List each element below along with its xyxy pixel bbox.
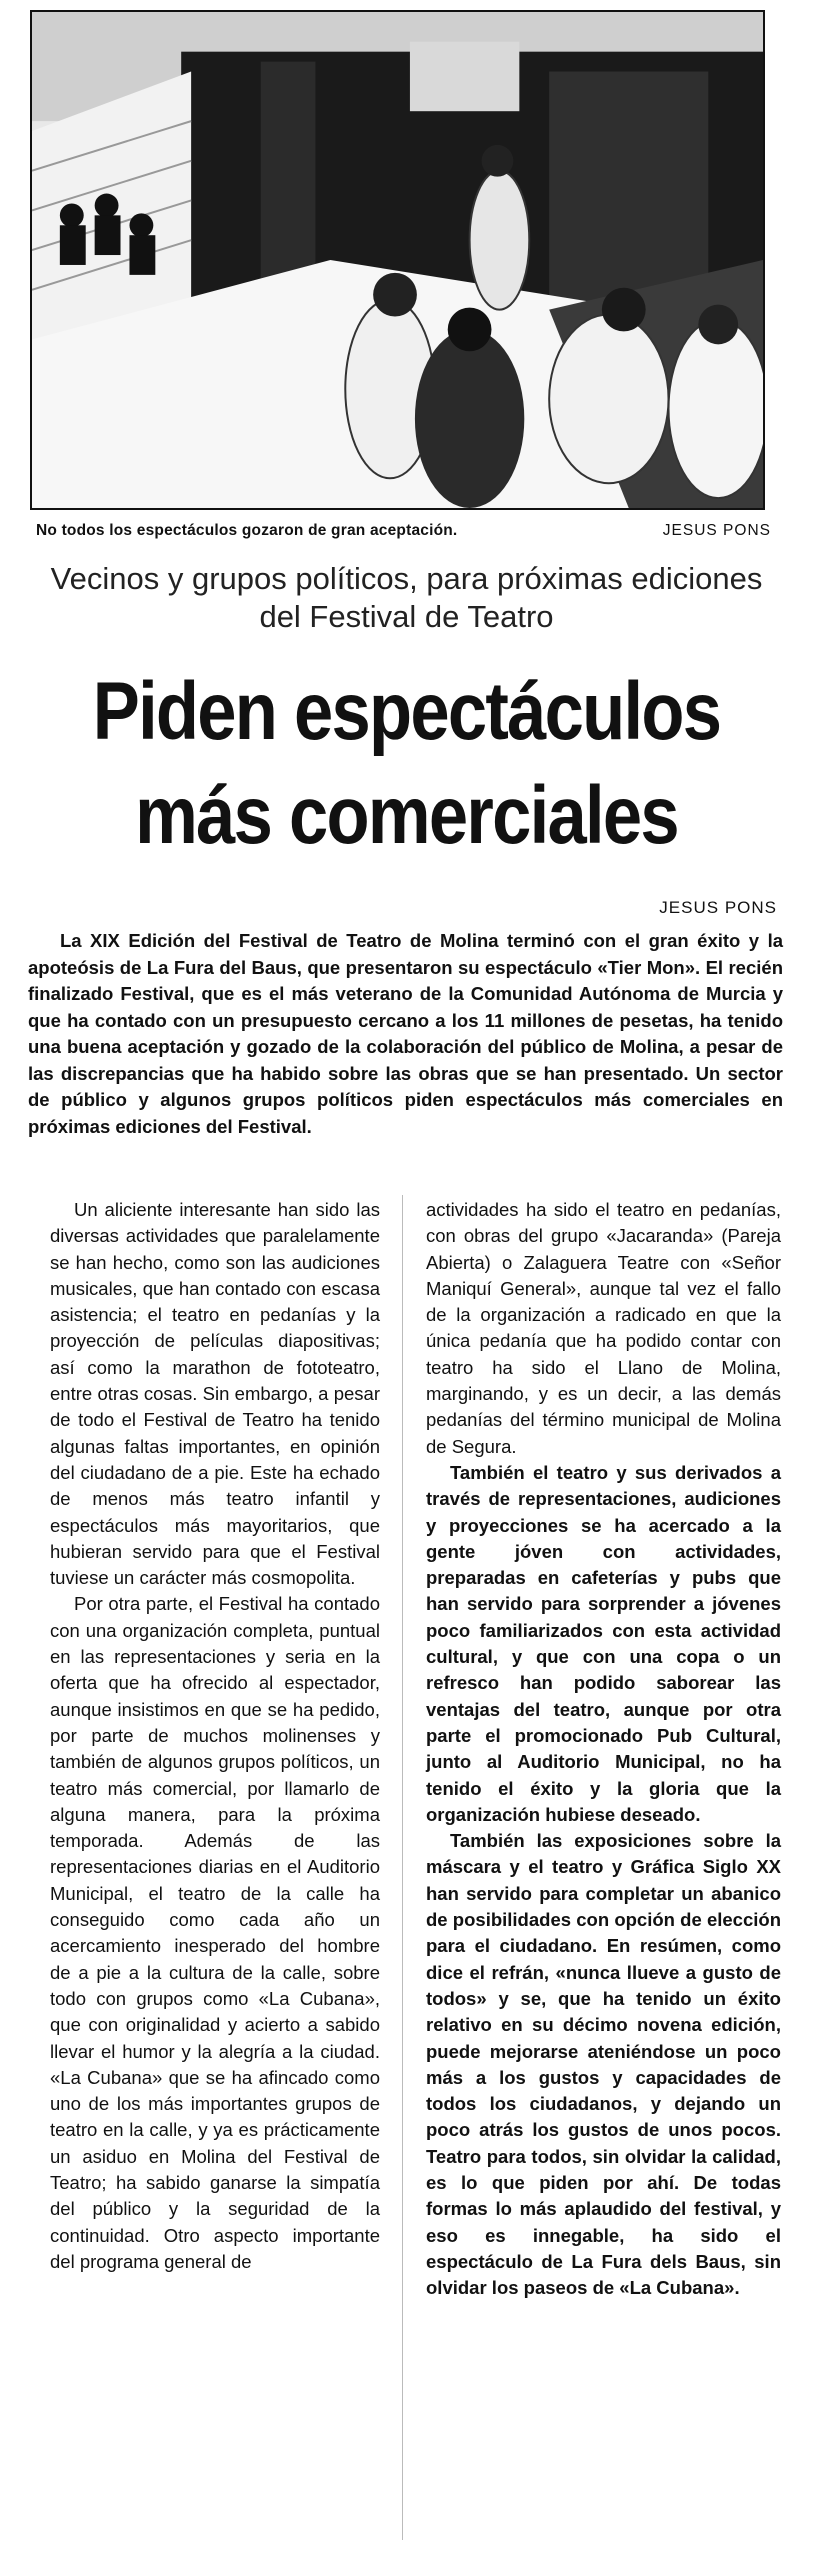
headline: Piden espectáculos más comerciales: [92, 666, 721, 861]
photo-credit: JESUS PONS: [662, 522, 771, 539]
photo-caption: [36, 522, 771, 540]
article-column-2: [426, 1197, 781, 2301]
kicker: Vecinos y grupos políticos, para próximas ediciones del Festival de Teatro: [50, 561, 763, 634]
article-column-1: [50, 1197, 380, 2275]
body-paragraph: Un aliciente interesante han sido las diversas actividades que paralelamente se han hecho, como son las audiciones musicales, que han contado con escasa asistencia; el teatro en pedanías y la proyección de películas diapositivas; así como la marathon de fototeatro, entre otras cosas. Sin embargo, a pesar de todo el Festival de Teatro ha tenido algunas faltas importantes, en opinión del ciudadano de a pie. Este ha echado de menos más teatro infantil y espectáculos más mayoritarios, que hubieran servido para que el Festival tuviese un carácter más cosmopolita.: [50, 1199, 380, 1589]
body-paragraph: También las exposiciones sobre la máscara y el teatro y Gráfica Siglo XX han servido para completar un abanico de posibilidades con opción de elección para el ciudadano. En resúmen, como dice el refrán, «nunca llueve a gusto de todos» y se, que ha tenido un éxito relativo en su décimo novena edición, puede mejorarse ateniéndose un poco más a los gustos y capacidades de todos los ciudadanos, y dejando un poco atrás los gustos de unos pocos. Teatro para todos, sin olvidar la calidad, es lo que piden por ahí. De todas formas lo más aplaudido del festival, y eso es innegable, ha sido el espectáculo de La Fura dels Baus, sin olvidar los paseos de «La Cubana».: [426, 1830, 781, 2299]
body-paragraph: actividades ha sido el teatro en pedanías, con obras del grupo «Jacaranda» (Pareja Abierta) o Zalaguera Teatre con «Señor Maniquí General», aunque tal vez el fallo de la organización a radicado en que la única pedanía que ha podido contar con teatro ha sido el Llano de Molina, marginando, y es un decir, a las demás pedanías del término municipal de Molina de Segura.: [426, 1199, 781, 1457]
body-paragraph: Por otra parte, el Festival ha contado con una organización completa, puntual en las representaciones y seria en la oferta que ha ofrecido al espectador, aunque insistimos en que se ha pedido, por parte de muchos molinenses y también de algunos grupos políticos, un teatro más comercial, por llamarlo de alguna manera, para la próxima temporada. Además de las representaciones diarias en el Auditorio Municipal, el teatro de la calle ha conseguido como cada año un acercamiento inesperado del hombre de a pie a la cultura de la calle, sobre todo con grupos como «La Cubana», que con originalidad y acierto a sabido llevar el humor y la alegría a la ciudad. «La Cubana» que se ha afincado como uno de los más importantes grupos de teatro en la calle, y ya es prácticamente un asiduo en Molina del Festival de Teatro; ha sabido ganarse la simpatía del público y la seguridad de la continuidad. Otro aspecto importante del programa general de: [50, 1593, 380, 2272]
caption-text: No todos los espectáculos gozaron de gran aceptación.: [36, 522, 458, 539]
byline: JESUS PONS: [659, 898, 777, 917]
theater-stage-photo: [32, 12, 763, 508]
news-photo: [30, 10, 765, 510]
lead-paragraph: La XIX Edición del Festival de Teatro de Molina terminó con el gran éxito y la apoteósis de La Fura del Baus, que presentaron su espectáculo «Tier Mon». El recién finalizado Festival, que es el más veterano de la Comunidad Autónoma de Murcia y que ha contado con un presupuesto cercano a los 11 millones de pesetas, ha tenido una buena aceptación y gozado de la colaboración del público de Molina, a pesar de las discrepancias que ha habido sobre las obras que se han presentado. Un sector de público y algunos grupos políticos piden espectáculos más comerciales en próximas ediciones del Festival.: [28, 930, 783, 1137]
body-paragraph: También el teatro y sus derivados a través de representaciones, audiciones y proyecciones se ha acercado a la gente jóven con actividades, preparadas en cafeterías y pubs que han servido para sorprender a jóvenes poco familiarizados con esta actividad cultural, y que con una copa o un refresco han podido saborear las ventajas del teatro, aunque por otra parte el promocionado Pub Cultural, junto al Auditorio Municipal, no ha tenido el éxito y la gloria que la organización hubiese deseado.: [426, 1461, 781, 1825]
column-divider: [402, 1195, 403, 2540]
